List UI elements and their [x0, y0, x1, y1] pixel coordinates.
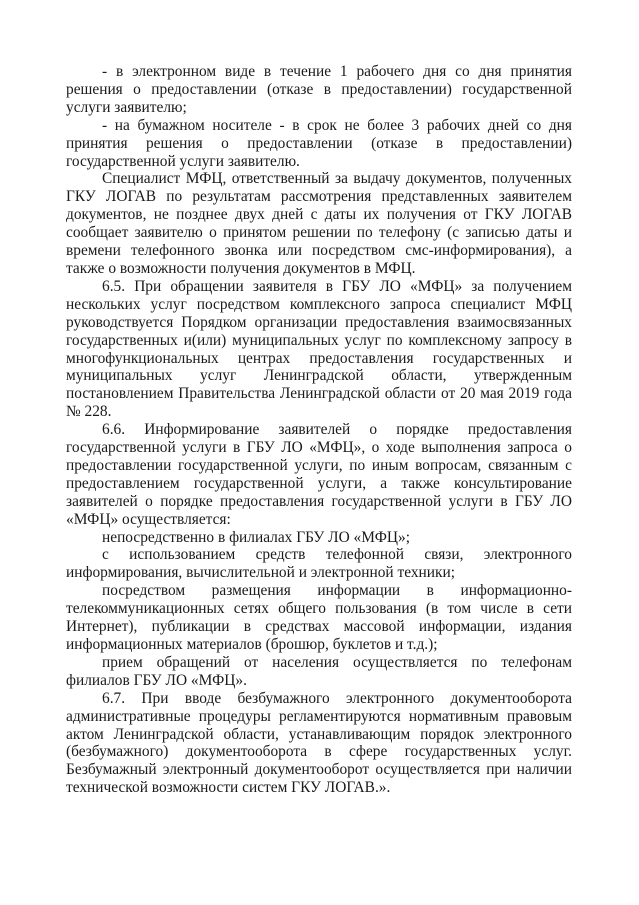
paragraph-information-placement: посредством размещения информации в информационно-телекоммуникационных сетях общего пользования (в том числе в сети Интернет), публикации в средствах массовой информации, издания информационных материалов (брошюр, буклетов и т.д.);	[66, 582, 572, 653]
paragraph-electronic-term: - в электронном виде в течение 1 рабочего дня со дня принятия решения о предоставлении (отказе в предоставлении) государственной услуги заявителю;	[66, 63, 572, 116]
paragraph-phone-reception: прием обращений от населения осуществляется по телефонам филиалов ГБУ ЛО «МФЦ».	[66, 653, 572, 689]
document-page	[66, 63, 572, 797]
paragraph-6-5: 6.5. При обращении заявителя в ГБУ ЛО «МФЦ» за получением нескольких услуг посредством комплексного запроса специалист МФЦ руководствуется Порядком организации предоставления взаимосвязанных государственных и(или) муниципальных услуг по комплексному запросу в многофункциональных центрах предоставления государственных и муниципальных услуг Ленинградской области, утвержденным постановлением Правительства Ленинградской области от 20 мая 2019 года № 228.	[66, 277, 572, 421]
paragraph-paper-term: - на бумажном носителе - в срок не более 3 рабочих дней со дня принятия решения о предоставлении (отказе в предоставлении) государственной услуги заявителю.	[66, 116, 572, 170]
paragraph-6-6: 6.6. Информирование заявителей о порядке предоставления государственной услуги в ГБУ ЛО «МФЦ», о ходе выполнения запроса о предоставлении государственной услуги, по иным вопросам, связанным с предоставлением государственной услуги, а также консультирование заявителей о порядке предоставления государственной услуги в ГБУ ЛО «МФЦ» осуществляется:	[66, 421, 572, 528]
paragraph-mfc-specialist: Специалист МФЦ, ответственный за выдачу документов, полученных ГКУ ЛОГАВ по результатам рассмотрения представленных заявителем документов, не позднее двух дней с даты их получения от ГКУ ЛОГАВ сообщает заявителю о принятом решении по телефону (с записью даты и времени телефонного звонка или посредством смс-информирования), а также о возможности получения документов в МФЦ.	[66, 170, 572, 277]
paragraph-directly-in-branches: непосредственно в филиалах ГБУ ЛО «МФЦ»;	[102, 528, 410, 546]
paragraph-6-7: 6.7. При вводе безбумажного электронного документооборота административные процедуры регламентируются нормативным правовым актом Ленинградской области, устанавливающим порядок электронного (безбумажного) документооборота в сфере государственных услуг. Безбумажный электронный документооборот осуществляется при наличии технической возможности систем ГКУ ЛОГАВ.».	[66, 689, 572, 797]
paragraph-telephone-means: с использованием средств телефонной связи, электронного информирования, вычислительной и электронной техники;	[66, 546, 572, 582]
